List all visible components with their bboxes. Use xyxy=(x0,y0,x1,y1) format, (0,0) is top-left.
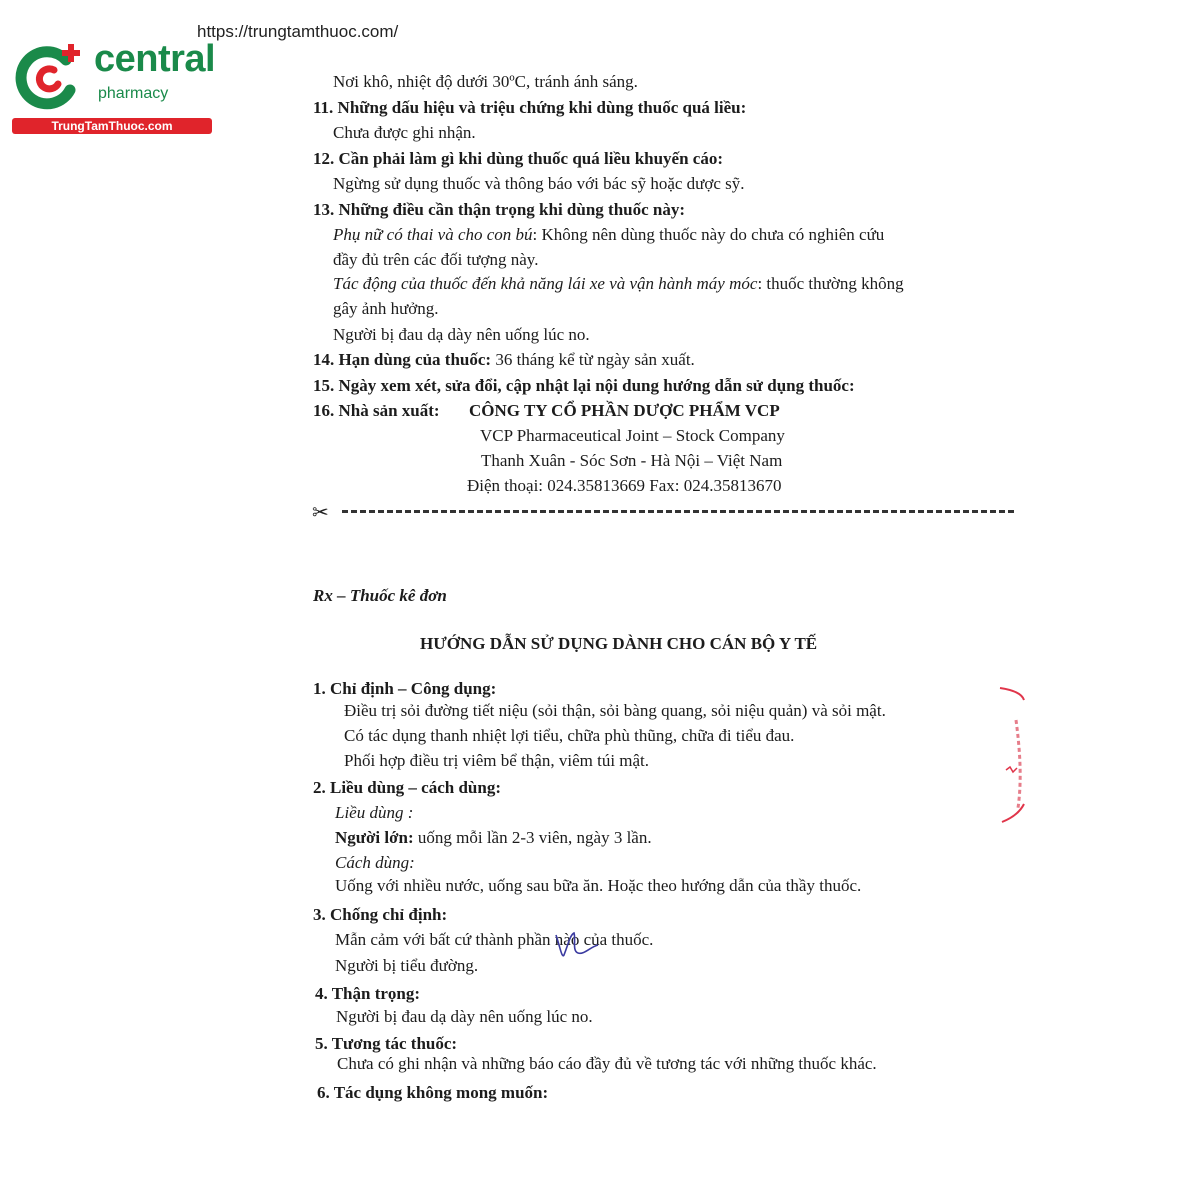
section-13-para-1-cont: đầy đủ trên các đối tượng này. xyxy=(333,250,539,269)
section-14-text: 36 tháng kể từ ngày sản xuất. xyxy=(491,350,695,369)
pharmacy-cross-logo-icon xyxy=(14,40,86,110)
rx-label: Rx – Thuốc kê đơn xyxy=(313,586,447,605)
section-13-para-2 xyxy=(333,274,904,294)
indication-line-2: Có tác dụng thanh nhiệt lợi tiểu, chữa phù thũng, chữa đi tiểu đau. xyxy=(344,726,795,745)
manufacturer-phone-fax: Điện thoại: 024.35813669 Fax: 024.35813670 xyxy=(467,476,782,495)
section-13-para-1 xyxy=(333,225,884,245)
section-16-title: 16. Nhà sản xuất: xyxy=(313,401,440,420)
adult-dosage xyxy=(335,828,652,848)
cut-line xyxy=(312,500,1012,522)
red-seal-fragment xyxy=(996,680,1030,830)
driving-label: Tác động của thuốc đến khả năng lái xe và vận hành máy móc xyxy=(333,274,758,293)
pregnancy-text: : Không nên dùng thuốc này do chưa có nghiên cứu xyxy=(532,225,885,244)
section-14 xyxy=(313,350,695,370)
manufacturer-name: CÔNG TY CỔ PHẦN DƯỢC PHẨM VCP xyxy=(469,401,780,420)
storage-condition: Nơi khô, nhiệt độ dưới 30ºC, tránh ánh sáng. xyxy=(333,72,638,91)
indication-line-1: Điều trị sỏi đường tiết niệu (sỏi thận, sỏi bàng quang, sỏi niệu quản) và sỏi mật. xyxy=(344,701,886,720)
section-15-title: 15. Ngày xem xét, sửa đổi, cập nhật lại nội dung hướng dẫn sử dụng thuốc: xyxy=(313,376,855,395)
section-2-title: 2. Liều dùng – cách dùng: xyxy=(313,778,501,797)
handwritten-initials xyxy=(552,925,600,965)
source-url[interactable]: https://trungtamthuoc.com/ xyxy=(197,22,399,41)
manufacturer-name-en: VCP Pharmaceutical Joint – Stock Company xyxy=(480,426,785,445)
contraindication-line-2: Người bị tiểu đường. xyxy=(335,956,479,975)
section-13-para-3: Người bị đau dạ dày nên uống lúc no. xyxy=(333,325,590,344)
logo-site-badge: TrungTamThuoc.com xyxy=(12,118,212,134)
precaution-line-1: Người bị đau dạ dày nên uống lúc no. xyxy=(336,1007,593,1026)
page-heading: HƯỚNG DẪN SỬ DỤNG DÀNH CHO CÁN BỘ Y TẾ xyxy=(420,634,818,653)
dosage-label: Liều dùng : xyxy=(335,803,414,822)
section-13-para-2-cont: gây ảnh hưởng. xyxy=(333,299,439,318)
section-3-title: 3. Chống chỉ định: xyxy=(313,905,448,924)
driving-text: : thuốc thường không xyxy=(757,274,904,293)
section-1-title: 1. Chỉ định – Công dụng: xyxy=(313,679,497,698)
pregnancy-label: Phụ nữ có thai và cho con bú xyxy=(333,225,533,244)
section-14-title: 14. Hạn dùng của thuốc: xyxy=(313,350,492,369)
section-11-title: 11. Những dấu hiệu và triệu chứng khi dùng thuốc quá liều: xyxy=(313,98,747,117)
interaction-line-1: Chưa có ghi nhận và những báo cáo đầy đủ về tương tác với những thuốc khác. xyxy=(337,1054,877,1073)
section-12-text: Ngừng sử dụng thuốc và thông báo với bác sỹ hoặc dược sỹ. xyxy=(333,174,745,193)
section-13-title: 13. Những điều cần thận trọng khi dùng thuốc này: xyxy=(313,200,686,219)
section-6-title: 6. Tác dụng không mong muốn: xyxy=(317,1083,549,1102)
section-5-title: 5. Tương tác thuốc: xyxy=(315,1034,458,1053)
section-4-title: 4. Thận trọng: xyxy=(315,984,421,1003)
logo-sub-text: pharmacy xyxy=(98,85,169,102)
dashed-divider xyxy=(342,510,1014,513)
logo-brand-text: central xyxy=(94,38,216,80)
section-12-title: 12. Cần phải làm gì khi dùng thuốc quá liều khuyến cáo: xyxy=(313,149,724,168)
manufacturer-address: Thanh Xuân - Sóc Sơn - Hà Nội – Việt Nam xyxy=(481,451,783,470)
usage-text: Uống với nhiều nước, uống sau bữa ăn. Hoặc theo hướng dẫn của thầy thuốc. xyxy=(335,876,862,895)
adult-label: Người lớn: xyxy=(335,828,414,847)
adult-text: uống mỗi lần 2-3 viên, ngày 3 lần. xyxy=(413,828,652,847)
usage-label: Cách dùng: xyxy=(335,853,415,872)
indication-line-3: Phối hợp điều trị viêm bể thận, viêm túi mật. xyxy=(344,751,650,770)
central-pharmacy-logo[interactable] xyxy=(8,36,218,136)
contraindication-line-1: Mẫn cảm với bất cứ thành phần nào của thuốc. xyxy=(335,930,654,949)
scissors-icon: ✂ xyxy=(312,500,329,524)
section-11-text: Chưa được ghi nhận. xyxy=(333,123,476,142)
